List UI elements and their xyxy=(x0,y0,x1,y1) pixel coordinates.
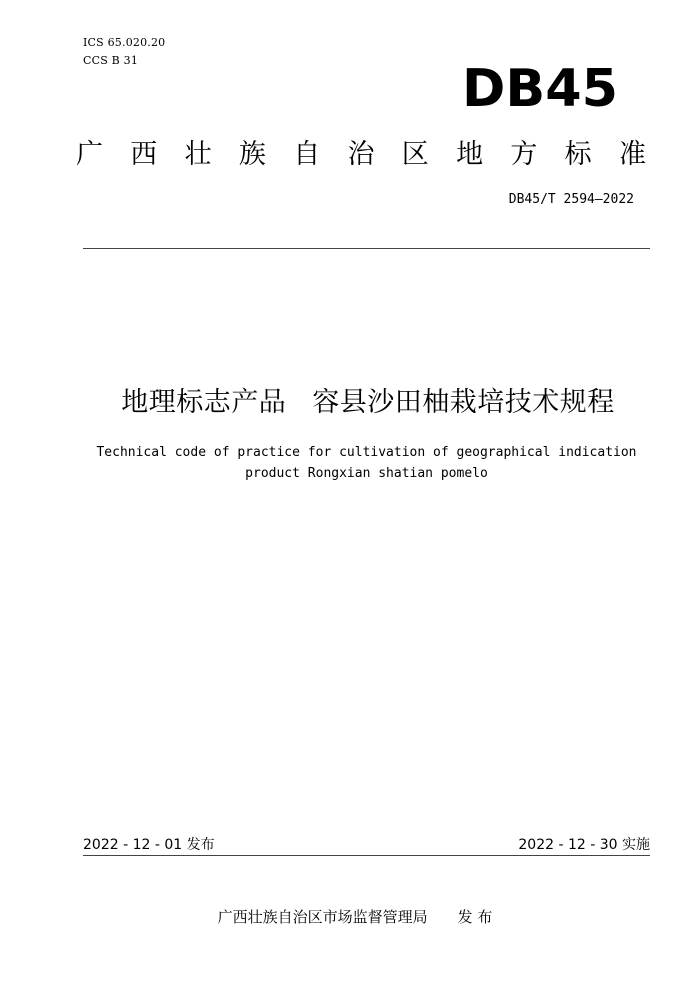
title-char: 治 xyxy=(347,139,375,170)
db45-logo-text: DB45 xyxy=(462,62,618,110)
title-char: 准 xyxy=(618,139,646,170)
title-char: 西 xyxy=(130,139,158,170)
issuer-name: 广西壮族自治区市场监督管理局 xyxy=(217,908,428,926)
main-title-part2: 容县沙田柚栽培技术规程 xyxy=(312,387,615,418)
footer-divider xyxy=(83,855,650,856)
title-char: 自 xyxy=(293,139,321,170)
title-char: 壮 xyxy=(184,139,212,170)
issuing-authority xyxy=(0,906,700,927)
regional-standard-title xyxy=(76,136,646,174)
main-title-part1: 地理标志产品 xyxy=(121,387,287,418)
publish-date: 2022 - 12 - 01 发布 xyxy=(83,837,215,853)
header-divider xyxy=(83,248,650,249)
ccs-code: CCS B 31 xyxy=(83,54,139,67)
ics-code: ICS 65.020.20 xyxy=(83,36,166,49)
title-char: 地 xyxy=(456,139,484,170)
title-char: 标 xyxy=(564,139,592,170)
main-title-cn xyxy=(0,380,700,419)
standard-number: DB45/T 2594—2022 xyxy=(508,192,634,207)
english-title-line2: product Rongxian shatian pomelo xyxy=(245,466,488,481)
issuer-action: 发 布 xyxy=(457,908,493,926)
db45-logo xyxy=(440,62,640,110)
title-char: 族 xyxy=(238,139,266,170)
implement-date: 2022 - 12 - 30 实施 xyxy=(518,837,650,853)
title-char: 广 xyxy=(76,139,103,170)
title-char: 区 xyxy=(401,139,429,170)
english-title xyxy=(83,442,650,484)
title-char: 方 xyxy=(510,139,538,170)
english-title-line1: Technical code of practice for cultivation of geographical indication xyxy=(96,445,637,460)
